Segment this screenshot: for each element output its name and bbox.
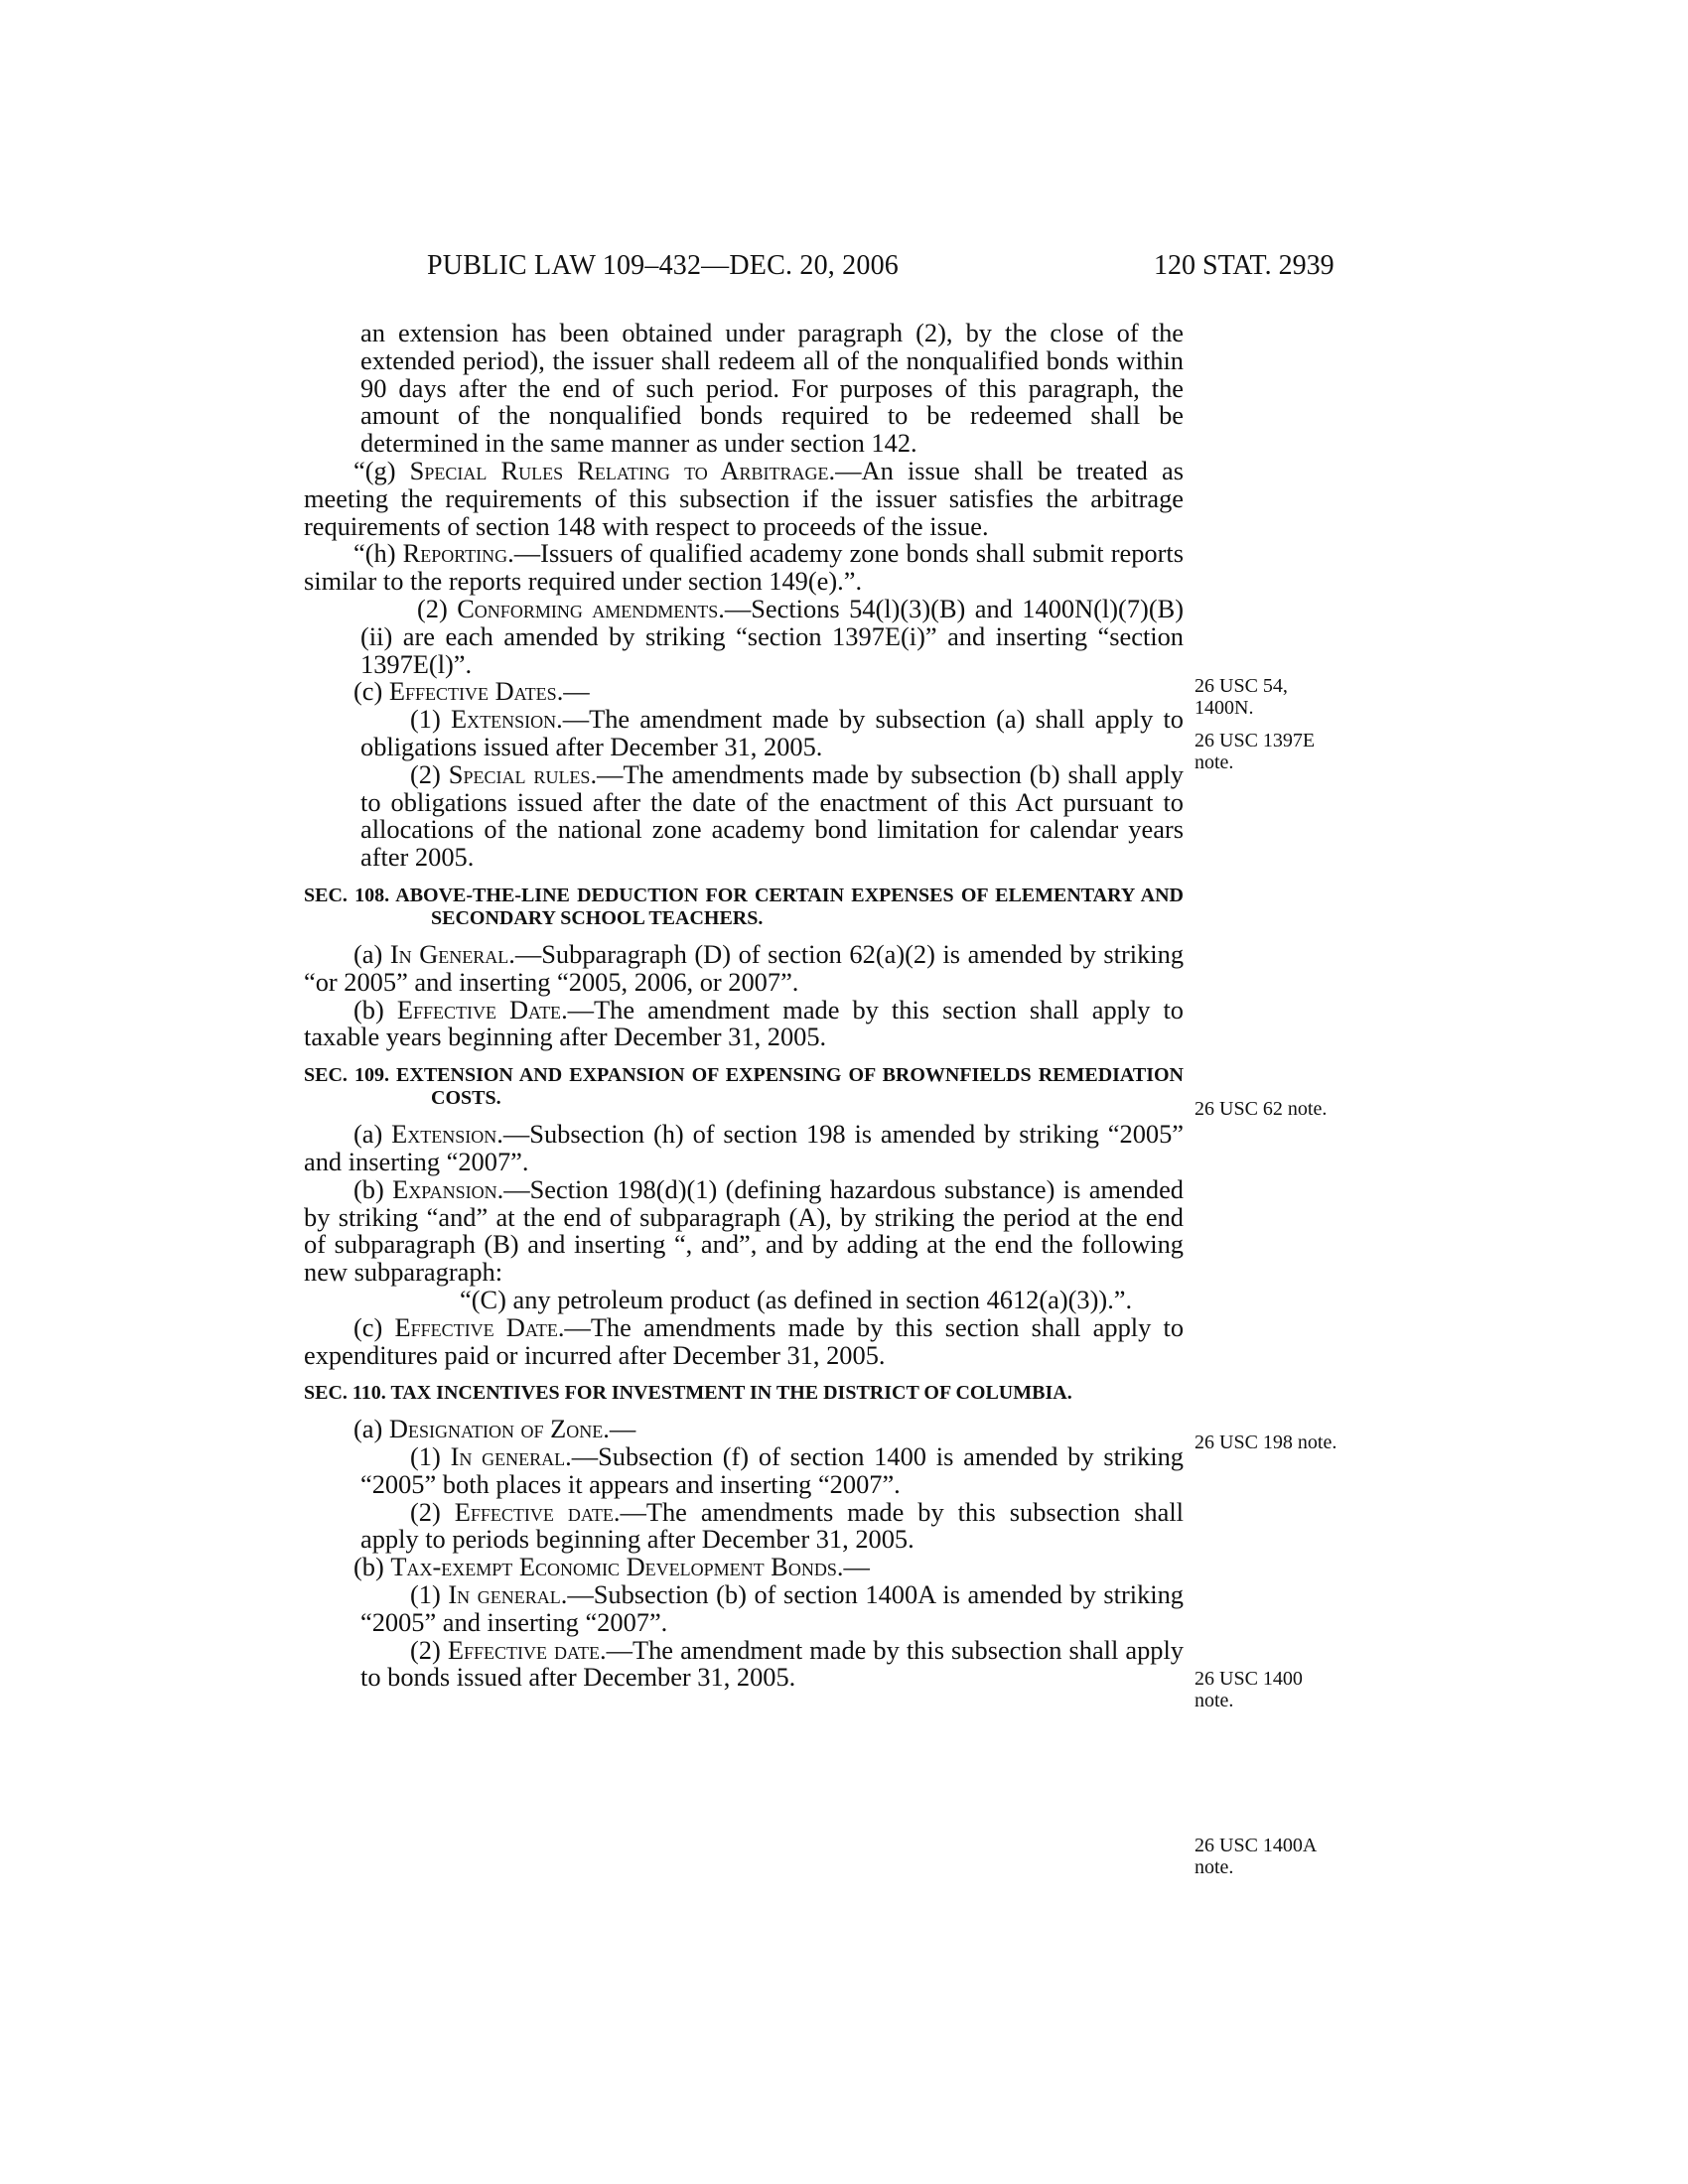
paragraph [304, 1496, 1184, 1555]
margin-note: 26 USC 62 note. [1195, 1098, 1328, 1120]
paragraph-text: .—Sections 54(l)(3)(B) and 1400N(l)(7)(B)(ii) are each amended by striking “section 1397E(i)” and inserting “section 1397E(l)”. [360, 593, 1184, 679]
paragraph-heading: Effective Date [394, 1311, 558, 1342]
paragraph-lead: (c) [353, 1311, 395, 1342]
paragraph: an extension has been obtained under paragraph (2), by the close of the extended period), the issuer shall redeem all of the nonqualified bonds within 90 days after the end of such period. For purposes of this paragraph, the amount of the nonqualified bonds required to be redeemed shall be determined in the same manner as under section 142. [360, 318, 1184, 459]
paragraph-text: .—Section 198(d)(1) (defining hazardous substance) is amended by striking “and” at the end of subparagraph (A), by striking the period at the end of subparagraph (B) and inserting “, and”, and by adding at the end the following new subparagraph: [304, 1173, 1185, 1288]
paragraph-text: .— [603, 1414, 636, 1444]
paragraph-heading: Effective date [454, 1496, 614, 1527]
paragraph-text: .—The amendments made by this subsection shall apply to periods beginning after December 31, 2005. [360, 1496, 1184, 1555]
paragraph-text: .— [556, 676, 590, 707]
paragraph-lead: (2) [417, 593, 458, 623]
paragraph [304, 1173, 1185, 1288]
paragraph-lead: “(g) [353, 455, 410, 485]
paragraph-text: .—Subsection (f) of section 1400 is amended by striking “2005” both places it appears and inserting “2007”. [360, 1441, 1184, 1499]
paragraph [304, 758, 1184, 873]
paragraph-text: .—The amendment made by this subsection shall apply to bonds issued after December 31, 2005. [360, 1634, 1185, 1693]
paragraph-text: .—An issue shall be treated as meeting the requirements of this subsection if the issuer satisfies the arbitrage requirements of section 148 with respect to proceeds of the issue. [304, 455, 1184, 541]
paragraph [304, 994, 1184, 1052]
paragraph-heading: Effective date [447, 1634, 600, 1665]
paragraph-heading: Tax-exempt Economic Development Bonds [390, 1552, 837, 1582]
paragraph-lead: (b) [353, 994, 397, 1024]
paragraph [304, 678, 1184, 706]
paragraph [304, 593, 1184, 679]
paragraph [304, 455, 1184, 541]
section-heading: SEC. 110. TAX INCENTIVES FOR INVESTMENT IN THE DISTRICT OF COLUMBIA. [304, 1382, 1072, 1405]
paragraph-heading: Special rules [448, 758, 591, 789]
paragraph-text: .— [836, 1552, 870, 1582]
paragraph [304, 1416, 1184, 1443]
section-heading: SEC. 108. ABOVE-THE-LINE DEDUCTION FOR CERTAIN EXPENSES OF ELEMENTARY AND SECONDARY SCHOOL TEACHERS. [304, 884, 1184, 929]
paragraph-text: .—The amendments made by subsection (b) shall apply to obligations issued after the date of the enactment of this Act pursuant to allocations of the national zone academy bond limitation for calendar years after 2005. [360, 758, 1184, 873]
page-number: 120 STAT. 2939 [1154, 250, 1335, 281]
margin-note: 26 USC 54, 1400N. [1195, 675, 1288, 719]
margin-note: 26 USC 1400 note. [1195, 1668, 1303, 1711]
paragraph-heading: Conforming amendments [457, 593, 719, 623]
section-heading: SEC. 109. EXTENSION AND EXPANSION OF EXPENSING OF BROWNFIELDS REMEDIATION COSTS. [304, 1064, 1184, 1110]
paragraph-lead: (b) [353, 1173, 393, 1204]
paragraph-lead: (c) [353, 676, 389, 707]
paragraph-heading: Special Rules Relating to Arbitrage [409, 455, 829, 485]
margin-note: 26 USC 1397E note. [1195, 730, 1316, 773]
paragraph-lead: (b) [353, 1552, 391, 1582]
margin-note: 26 USC 198 note. [1195, 1432, 1337, 1453]
paragraph [304, 1443, 1184, 1499]
paragraph-text: .—Subsection (b) of section 1400A is amended by striking “2005” and inserting “2007”. [360, 1579, 1185, 1637]
paragraph-text: .—Subparagraph (D) of section 62(a)(2) is amended by striking “or 2005” and inserting “2005, 2006, or 2007”. [304, 938, 1185, 997]
document-body [304, 320, 1184, 1692]
paragraph-heading: Effective Date [396, 994, 562, 1024]
paragraph [304, 1121, 1184, 1176]
paragraph [304, 540, 1184, 596]
paragraph-heading: In General [389, 938, 509, 969]
paragraph-lead: (a) [353, 938, 390, 969]
paragraph-lead: (a) [353, 1414, 389, 1444]
paragraph-heading: In general [450, 1441, 566, 1472]
paragraph-text: .—The amendment made by subsection (a) shall apply to obligations issued after December 31, 2005. [360, 704, 1184, 761]
paragraph-text: .—The amendments made by this section shall apply to expenditures paid or incurred after December 31, 2005. [304, 1311, 1185, 1370]
paragraph-heading: Extension [450, 704, 557, 735]
paragraph [304, 706, 1184, 761]
paragraph-heading: Extension [391, 1119, 497, 1150]
paragraph-text: .—Issuers of qualified academy zone bonds shall submit reports similar to the reports required under section 149(e).”. [304, 538, 1184, 597]
paragraph [304, 938, 1185, 997]
running-header: PUBLIC LAW 109–432—DEC. 20, 2006 [427, 250, 899, 281]
paragraph-lead: (1) [410, 704, 451, 735]
paragraph-heading: In general [448, 1579, 561, 1610]
paragraph [304, 1634, 1185, 1693]
paragraph [304, 1311, 1185, 1370]
paragraph [304, 1581, 1184, 1637]
paragraph-lead: (2) [410, 1634, 448, 1665]
paragraph-lead: (2) [410, 758, 449, 789]
paragraph-heading: Effective Dates [388, 676, 557, 707]
paragraph-heading: Expansion [392, 1173, 497, 1204]
paragraph-text: .—The amendment made by this section shall apply to taxable years beginning after December 31, 2005. [304, 994, 1184, 1052]
paragraph-lead: (1) [410, 1579, 449, 1610]
paragraph-heading: Reporting [402, 538, 508, 569]
paragraph-lead: (a) [353, 1119, 392, 1150]
paragraph [304, 1554, 1184, 1581]
margin-note: 26 USC 1400A note. [1195, 1835, 1317, 1878]
quoted-subparagraph: “(C) any petroleum product (as defined in section 4612(a)(3)).”. [460, 1284, 1133, 1314]
paragraph-heading: Designation of Zone [388, 1414, 604, 1444]
paragraph-lead: (2) [410, 1496, 455, 1527]
paragraph-text: .—Subsection (h) of section 198 is amended by striking “2005” and inserting “2007”. [304, 1119, 1184, 1176]
paragraph-lead: (1) [410, 1441, 451, 1472]
paragraph-lead: “(h) [353, 538, 403, 569]
